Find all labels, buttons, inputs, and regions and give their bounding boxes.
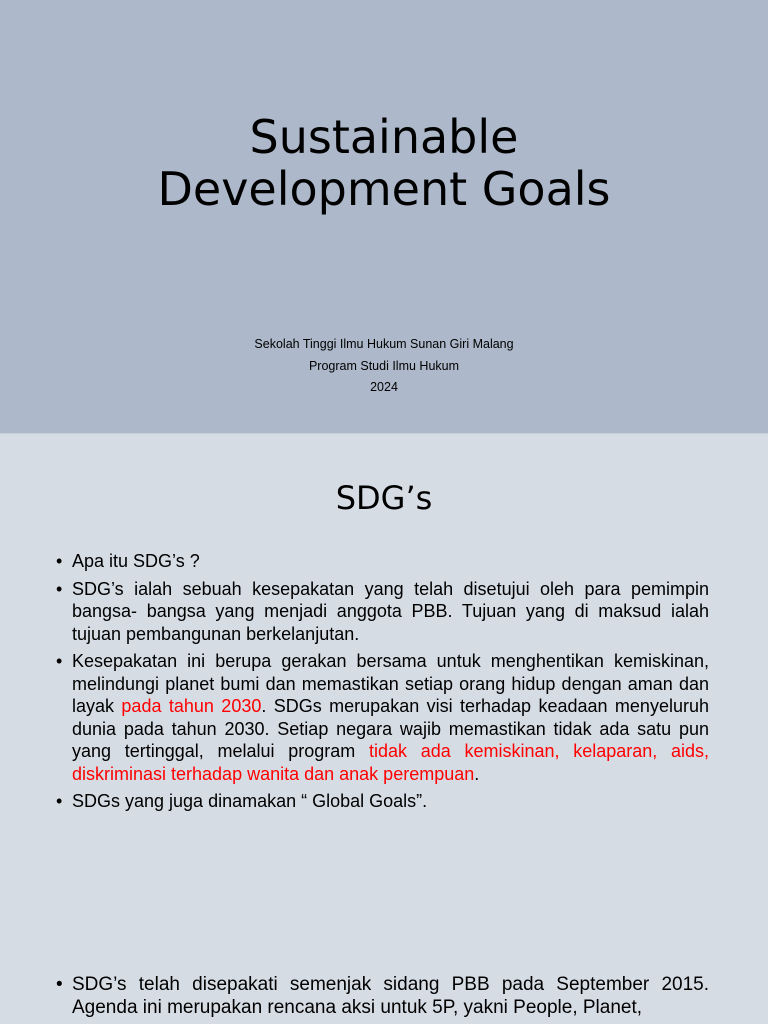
- bullet-icon: •: [56, 578, 63, 599]
- bullet-icon: •: [56, 974, 63, 995]
- bullet-text: Apa itu SDG’s ?: [72, 551, 200, 571]
- list-item: [56, 650, 709, 785]
- sdgs-intro-slide: [0, 433, 768, 974]
- highlight-year: pada tahun 2030: [121, 696, 262, 716]
- bullet-icon: •: [56, 551, 63, 571]
- slide-heading: SDG’s: [335, 479, 433, 517]
- presentation-subtitle: [0, 334, 768, 399]
- title-slide: [0, 0, 768, 433]
- sdgs-history-slide: [0, 974, 768, 1024]
- presentation-title: [0, 111, 768, 215]
- list-item: [56, 578, 709, 646]
- bullet-text: SDGs yang juga dinamakan “ Global Goals”.: [72, 791, 428, 811]
- highlight-programs: tidak ada kemiskinan, kelaparan, aids, diskriminasi terhadap wanita dan anak perempuan: [72, 741, 709, 784]
- list-item: [56, 790, 709, 813]
- bullet-text: .: [474, 763, 480, 784]
- list-item: [56, 974, 709, 1019]
- bullet-list: [56, 974, 709, 1024]
- list-item: [56, 550, 709, 573]
- title-line-1: Sustainable: [249, 110, 519, 164]
- bullet-icon: •: [56, 791, 63, 811]
- bullet-icon: •: [56, 651, 63, 671]
- subtitle-year: 2024: [370, 380, 398, 394]
- bullet-text: SDG’s telah disepakati semenjak sidang PBB pada September 2015. Agenda ini merupakan rencana aksi untuk 5P, yakni People, Planet,: [72, 974, 709, 1018]
- bullet-text: Kesepakatan ini berupa gerakan bersama untuk menghentikan kemiskinan, melindungi planet bumi dan memastikan setiap orang hidup dengan aman dan layak: [72, 651, 709, 716]
- title-line-2: Development Goals: [157, 162, 611, 216]
- bullet-list: [56, 550, 709, 818]
- subtitle-program: Program Studi Ilmu Hukum: [308, 358, 460, 373]
- bullet-text: . SDGs merupakan visi terhadap keadaan menyeluruh dunia pada tahun 2030. Setiap negara wajib memastikan tidak ada satu pun yang tertinggal, melalui program: [72, 696, 709, 761]
- subtitle-institution: Sekolah Tinggi Ilmu Hukum Sunan Giri Malang: [254, 337, 514, 351]
- bullet-text: SDG’s ialah sebuah kesepakatan yang telah disetujui oleh para pemimpin bangsa- bangsa yang menjadi anggota PBB. Tujuan yang di maksud ialah tujuan pembangunan berkelanjutan.: [72, 578, 709, 644]
